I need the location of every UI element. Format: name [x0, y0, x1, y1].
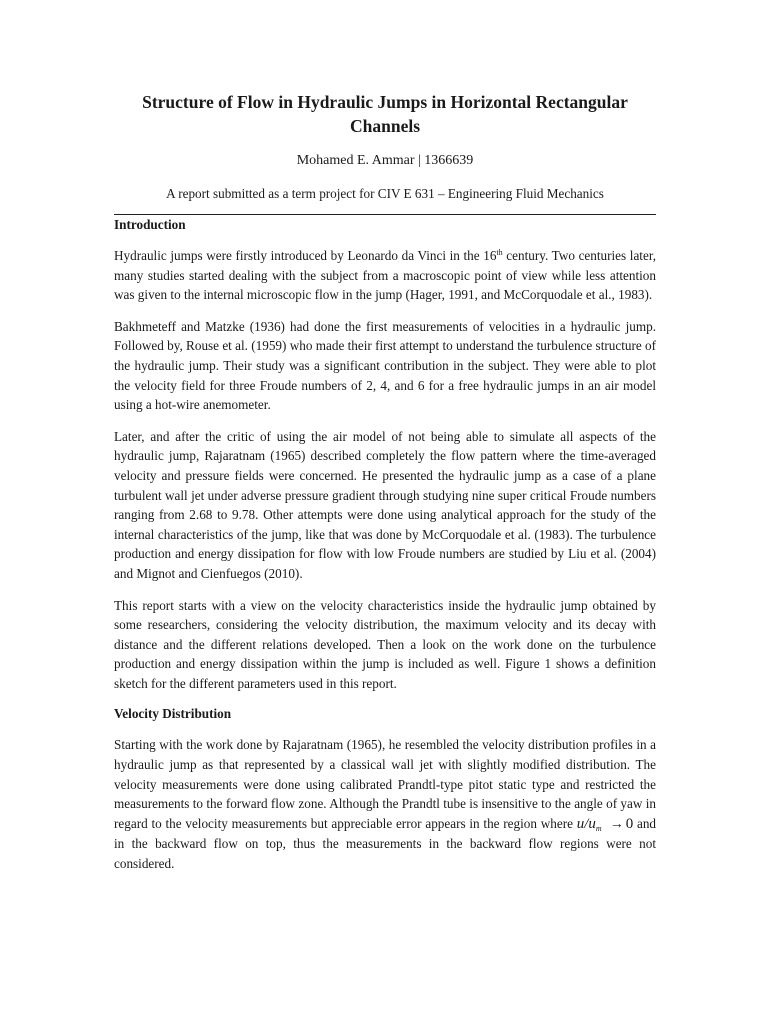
- header-divider: [114, 214, 656, 215]
- superscript-th: th: [496, 248, 503, 257]
- inline-equation: $u/u_m \to 0$: [576, 815, 634, 833]
- intro-paragraph-3: Later, and after the critic of using the air model of not being able to simulate all aspects of the hydraulic jump, Rajaratnam (1965) described completely the flow pattern where the time-averaged velocity and pressure fields were concerned. He presented the hydraulic jump as a case of a plane turbulent wall jet under adverse pressure gradient through studying nine super critical Froude numbers ranging from 2.68 to 9.78. Other attempts were done using analytical approach for the study of the internal characteristics of the jump, like that was done by McCorquodale et al. (1983). The turbulence production and energy dissipation for flow with low Froude numbers are studied by Liu et al. (2004) and Mignot and Cienfuegos (2010).: [114, 428, 656, 581]
- section-heading-introduction: Introduction: [114, 217, 186, 232]
- author-line: Mohamed E. Ammar | 1366639: [296, 153, 474, 168]
- intro-paragraph-2: Bakhmeteff and Matzke (1936) had done the first measurements of velocities in a hydraulic jump. Followed by, Rouse et al. (1959) who made their first attempt to understand the turbulence structure of the hydraulic jump. Their study was a significant contribution in the subject. They were able to plot the velocity field for three Froude numbers of 2, 4, and 6 for a free hydraulic jumps in an air model using a hot-wire anemometer.: [114, 318, 656, 413]
- report-subtitle: A report submitted as a term project for CIV E 631 – Engineering Fluid Mechanics: [166, 186, 604, 201]
- velocity-paragraph-1: Starting with the work done by Rajaratnam (1965), he resembled the velocity distribution profiles in a hydraulic jump as that represented by a classical wall jet with slightly modified distribution. The velocity measurements were done using calibrated Prandtl-type pitot static type and restricted the measurements to the forward flow zone. Although the Prandtl tube is insensitive to the angle of yaw in regard to the velocity measurements but appreciable error appears in the region where $u/u_m \to 0$ and in the backward flow on top, thus the measurements in the backward flow regions were not considered.: [114, 737, 657, 872]
- section-heading-velocity-distribution: Velocity Distribution: [114, 706, 232, 722]
- document-page: [114, 90, 656, 874]
- document-title: Structure of Flow in Hydraulic Jumps in Horizontal Rectangular Channels: [142, 92, 628, 136]
- intro-paragraph-4: This report starts with a view on the velocity characteristics inside the hydraulic jump obtained by some researchers, considering the velocity distribution, the maximum velocity and its decay with distance and the different relations developed. Then a look on the work done on the turbulence production and energy dissipation within the jump is included as well. Figure 1 shows a definition sketch for the different parameters used in this report.: [114, 597, 656, 691]
- intro-paragraph-1: Hydraulic jumps were firstly introduced by Leonardo da Vinci in the 16th century. Two centuries later, many studies started dealing with the subject from a macroscopic point of view while less attention was given to the internal microscopic flow in the jump (Hager, 1991, and McCorquodale et al., 1983).: [114, 248, 656, 303]
